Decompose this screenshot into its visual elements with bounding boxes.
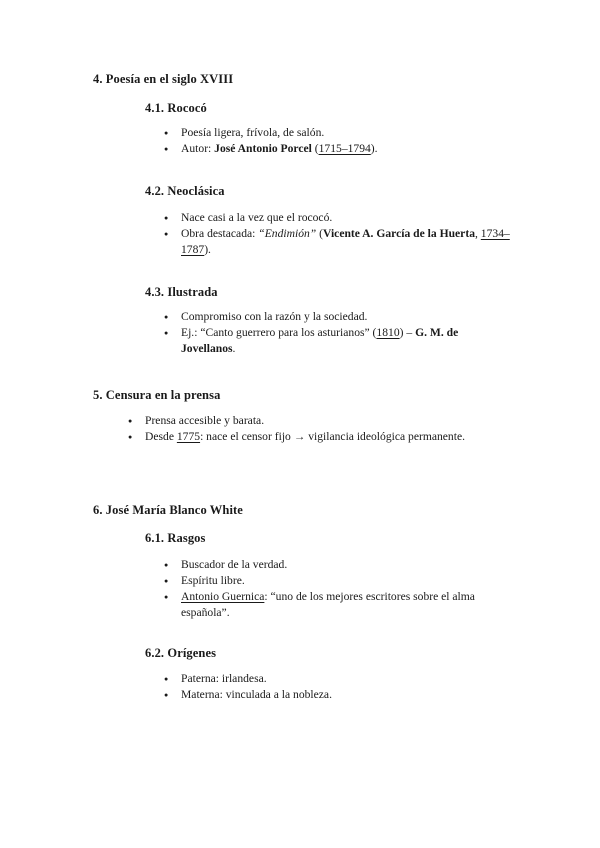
list-item: ● Poesía ligera, frívola, de salón.	[181, 125, 511, 141]
subsection-4-3-heading: 4.3. Ilustrada	[145, 285, 218, 299]
author-name: G. M. de Jovellanos	[181, 326, 459, 355]
subsection-4-1-heading: 4.1. Rococó	[145, 101, 207, 115]
list-item: ● Espíritu libre.	[181, 573, 501, 589]
list-item: ● Ej.: “Canto guerrero para los asturianos” (1810) – G. M. de Jovellanos.	[181, 325, 511, 357]
rasgos-list	[181, 557, 501, 621]
section-5-heading: 5. Censura en la prensa	[93, 388, 221, 402]
author-name: José Antonio Porcel	[214, 142, 312, 155]
origenes-list	[181, 671, 501, 703]
dates-link[interactable]: 1734–1787	[181, 227, 510, 256]
neoclasica-list	[181, 210, 511, 258]
ilustrada-list	[181, 309, 511, 357]
list-item: ● Paterna: irlandesa.	[181, 671, 501, 687]
list-item: ● Antonio Guernica: “uno de los mejores escritores sobre el alma española”.	[181, 589, 501, 621]
author-name: Vicente A. García de la Huerta	[323, 227, 475, 240]
list-item: ● Nace casi a la vez que el rococó.	[181, 210, 511, 226]
censura-list	[145, 413, 525, 445]
list-item: ● Materna: vinculada a la nobleza.	[181, 687, 501, 703]
list-item: ● Desde 1775: nace el censor fijo → vigilancia ideológica permanente.	[145, 429, 525, 445]
dates-link[interactable]: 1715–1794	[318, 142, 371, 155]
list-item: ● Obra destacada: “Endimión” (Vicente A. García de la Huerta, 1734–1787).	[181, 226, 511, 258]
list-item: ● Prensa accesible y barata.	[145, 413, 525, 429]
subsection-6-1-heading: 6.1. Rasgos	[145, 531, 206, 545]
list-item: ● Compromiso con la razón y la sociedad.	[181, 309, 511, 325]
section-6-heading: 6. José María Blanco White	[93, 503, 243, 517]
year-link[interactable]: 1810	[376, 326, 400, 339]
rococo-list	[181, 125, 511, 157]
list-item: ● Buscador de la verdad.	[181, 557, 501, 573]
list-item: ● Autor: José Antonio Porcel (1715–1794).	[181, 141, 511, 157]
work-title: “Endimión”	[258, 227, 317, 240]
subsection-6-2-heading: 6.2. Orígenes	[145, 646, 217, 660]
section-4-heading: 4. Poesía en el siglo XVIII	[93, 72, 234, 86]
author-link[interactable]: Antonio Guernica	[181, 590, 265, 603]
year-link[interactable]: 1775	[176, 430, 201, 443]
subsection-4-2-heading: 4.2. Neoclásica	[145, 184, 225, 198]
